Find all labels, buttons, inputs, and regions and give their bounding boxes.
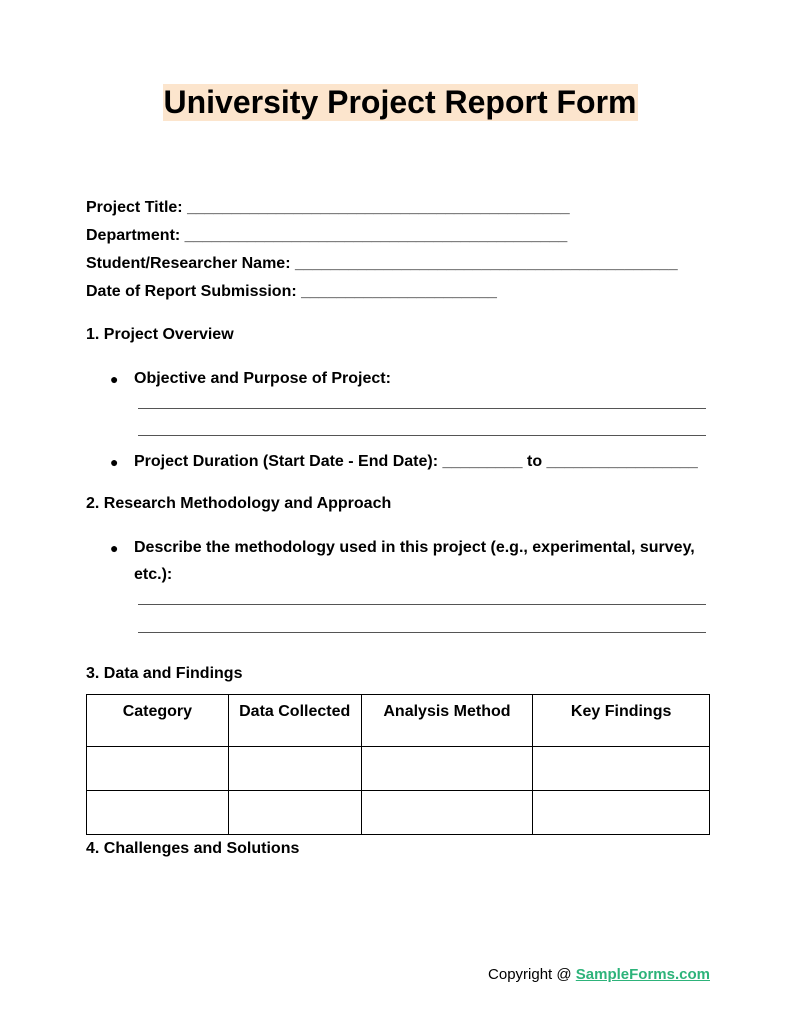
table-cell[interactable] <box>87 747 229 791</box>
page-title: University Project Report Form <box>163 84 637 120</box>
methodology-label: Describe the methodology used in this project (e.g., experimental, survey, etc.): <box>134 539 695 583</box>
table-row <box>87 791 710 835</box>
table-cell[interactable] <box>533 791 710 835</box>
column-header-key-findings: Key Findings <box>533 695 710 747</box>
column-header-analysis-method: Analysis Method <box>361 695 533 747</box>
bullet-icon: ● <box>110 371 119 387</box>
table-cell[interactable] <box>361 791 533 835</box>
methodology-line-1[interactable] <box>138 604 706 605</box>
column-header-category: Category <box>87 695 229 747</box>
table-cell[interactable] <box>361 747 533 791</box>
section-3-heading: 3. Data and Findings <box>86 665 243 682</box>
table-cell[interactable] <box>228 791 361 835</box>
student-name-field[interactable]: Student/Researcher Name: ___________________________________________ <box>86 255 678 272</box>
copyright-text: Copyright @ <box>488 966 576 983</box>
objective-label: Objective and Purpose of Project: <box>134 370 391 387</box>
submission-date-field[interactable]: Date of Report Submission: ______________________ <box>86 283 497 300</box>
sampleforms-link[interactable]: SampleForms.com <box>575 966 710 983</box>
section-2-heading: 2. Research Methodology and Approach <box>86 495 392 512</box>
table-row <box>87 747 710 791</box>
section-1-heading: 1. Project Overview <box>86 326 234 343</box>
table-cell[interactable] <box>228 747 361 791</box>
copyright-footer <box>488 966 710 983</box>
column-header-data-collected: Data Collected <box>228 695 361 747</box>
project-title-field[interactable]: Project Title: ___________________________________________ <box>86 199 570 216</box>
table-cell[interactable] <box>533 747 710 791</box>
section-4-heading: 4. Challenges and Solutions <box>86 840 300 857</box>
methodology-line-2[interactable] <box>138 632 706 633</box>
bullet-icon: ● <box>110 540 119 556</box>
table-header-row <box>87 695 710 747</box>
table-cell[interactable] <box>87 791 229 835</box>
title-wrapper <box>0 84 800 121</box>
findings-table <box>86 694 710 835</box>
department-field[interactable]: Department: ___________________________________________ <box>86 227 568 244</box>
objective-line-1[interactable] <box>138 408 706 409</box>
objective-line-2[interactable] <box>138 435 706 436</box>
duration-field[interactable]: Project Duration (Start Date - End Date): _________ to _________________ <box>134 453 698 470</box>
bullet-icon: ● <box>110 454 119 470</box>
